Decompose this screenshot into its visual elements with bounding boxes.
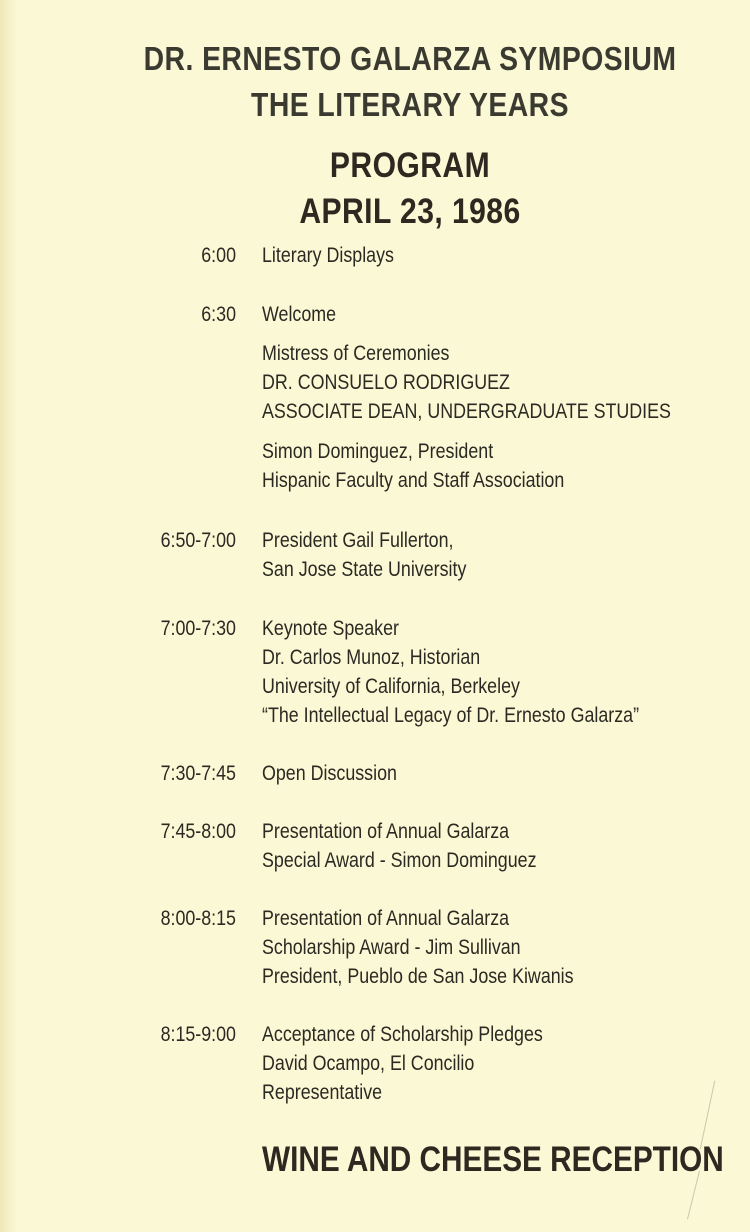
schedule-time: 8:00-8:15 <box>160 907 236 930</box>
schedule-line: Simon Dominguez, President <box>262 440 494 463</box>
schedule-line: David Ocampo, El Concilio <box>262 1052 475 1075</box>
schedule-line: DR. CONSUELO RODRIGUEZ <box>262 371 510 394</box>
schedule-time: 6:50-7:00 <box>160 529 236 552</box>
schedule-line: President Gail Fullerton, <box>262 529 454 552</box>
schedule-line: University of California, Berkeley <box>262 675 520 698</box>
schedule-line: Dr. Carlos Munoz, Historian <box>262 646 481 669</box>
schedule-time: 7:00-7:30 <box>160 617 236 640</box>
schedule-line: Special Award - Simon Dominguez <box>262 849 537 872</box>
schedule-time: 7:30-7:45 <box>160 762 236 785</box>
schedule-line: President, Pueblo de San Jose Kiwanis <box>262 965 574 988</box>
schedule-line: Presentation of Annual Galarza <box>262 907 510 930</box>
schedule-line: Open Discussion <box>262 762 397 785</box>
schedule-line: “The Intellectual Legacy of Dr. Ernesto Galarza” <box>262 704 640 727</box>
schedule-time: 7:45-8:00 <box>160 820 236 843</box>
reception-heading: WINE AND CHEESE RECEPTION <box>262 1140 724 1179</box>
schedule-line: Presentation of Annual Galarza <box>262 820 510 843</box>
schedule-line: San Jose State University <box>262 558 467 581</box>
schedule-time: 6:30 <box>201 303 236 326</box>
symposium-subtitle: THE LITERARY YEARS <box>251 86 569 123</box>
schedule-time: 8:15-9:00 <box>160 1023 236 1046</box>
program-date: APRIL 23, 1986 <box>299 192 521 231</box>
schedule-line: Keynote Speaker <box>262 617 399 640</box>
schedule-line: Scholarship Award - Jim Sullivan <box>262 936 521 959</box>
schedule-line: Acceptance of Scholarship Pledges <box>262 1023 543 1046</box>
schedule-line: Hispanic Faculty and Staff Association <box>262 469 565 492</box>
program-heading: PROGRAM <box>329 146 491 185</box>
schedule-line: ASSOCIATE DEAN, UNDERGRADUATE STUDIES <box>262 400 671 423</box>
schedule-line: Mistress of Ceremonies <box>262 342 450 365</box>
schedule-line: Literary Displays <box>262 244 394 267</box>
schedule-line: Representative <box>262 1081 383 1104</box>
schedule-line: Welcome <box>262 303 337 326</box>
symposium-title: DR. ERNESTO GALARZA SYMPOSIUM <box>143 40 677 77</box>
schedule-time: 6:00 <box>201 244 236 267</box>
